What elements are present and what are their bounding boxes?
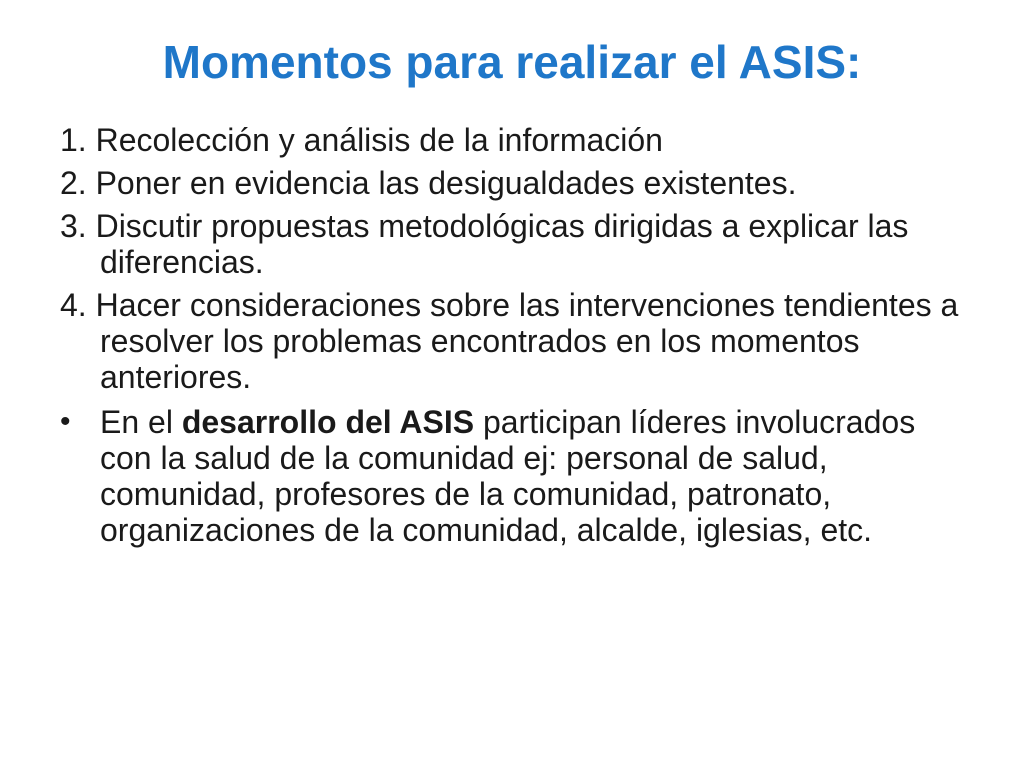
bullet-item xyxy=(60,404,970,548)
bullet-text-suffix: participan líderes involucrados con la salud de la comunidad ej: personal de salud, comunidad, profesores de la comunidad, patronato, organizaciones de la comunidad, alcalde, iglesias, etc. xyxy=(100,404,916,548)
list-item-3: 3. Discutir propuestas metodológicas dirigidas a explicar las diferencias. xyxy=(60,208,909,280)
bullet-text-prefix: En el xyxy=(100,404,182,440)
bullet-icon: • xyxy=(60,405,71,438)
slide-title: Momentos para realizar el ASIS: xyxy=(162,36,862,88)
list-item-2: 2. Poner en evidencia las desigualdades existentes. xyxy=(60,165,797,201)
list-item-1: 1. Recolección y análisis de la información xyxy=(60,122,663,158)
bullet-text xyxy=(100,404,970,548)
bullet-text-bold: desarrollo del ASIS xyxy=(181,404,475,440)
slide-body xyxy=(60,122,970,548)
list-item-4: 4. Hacer consideraciones sobre las intervenciones tendientes a resolver los problemas encontrados en los momentos anteriores. xyxy=(60,287,959,395)
